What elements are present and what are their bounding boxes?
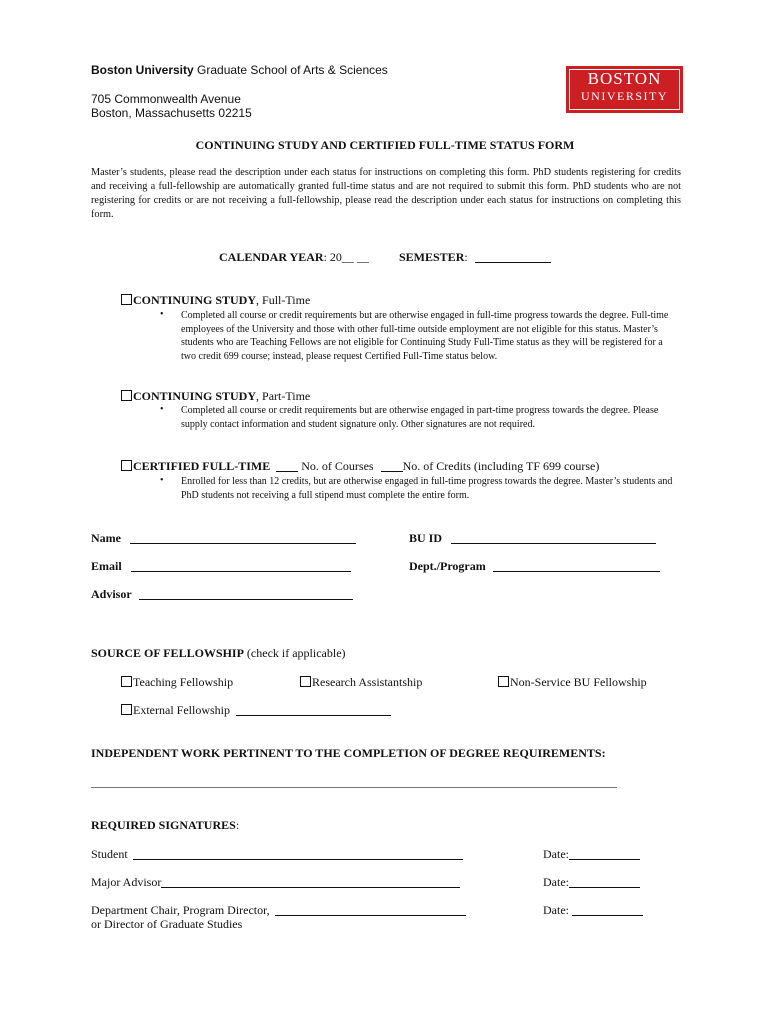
- semester-colon: :: [464, 250, 468, 264]
- fellowship-heading-label: SOURCE OF FELLOWSHIP: [91, 646, 244, 660]
- option-label: External Fellowship: [133, 703, 230, 717]
- status-continuing-full-time: [121, 293, 310, 308]
- chair-label-line-2: or Director of Graduate Studies: [91, 917, 243, 931]
- credits-label: No. of Credits (including TF 699 course): [402, 459, 600, 473]
- checkbox-continuing-part-time[interactable]: [121, 390, 132, 401]
- option-label: Non-Service BU Fellowship: [510, 675, 647, 689]
- dept-program-line: [493, 571, 660, 572]
- status-suffix: , Part-Time: [256, 389, 311, 403]
- fellowship-option-research[interactable]: [300, 675, 422, 690]
- status-suffix: , Full-Time: [256, 293, 311, 307]
- name-field[interactable]: [91, 531, 356, 546]
- boston-university-logo: [566, 66, 683, 113]
- checkbox-certified-full-time[interactable]: [121, 460, 132, 471]
- semester-field[interactable]: [399, 250, 551, 265]
- calendar-year-field[interactable]: [219, 250, 369, 265]
- status-title: CONTINUING STUDY: [133, 293, 257, 307]
- advisor-label: Advisor: [91, 587, 132, 601]
- major-advisor-signature-field[interactable]: [91, 875, 460, 890]
- email-line: [131, 571, 351, 572]
- status-title: CONTINUING STUDY: [133, 389, 257, 403]
- bullet-icon: •: [160, 309, 164, 320]
- status-description: Completed all course or credit requirements but are otherwise engaged in full-time progress towards the degree. Full-time employees of the University and those with other full-time outside employment are not eligible for this status. Master’s students who are Teaching Fellows are not eligible for Continuing Study Full-Time status as they will be registered for a two credit 699 course; instead, please request Certified Full-Time status below.: [181, 310, 669, 362]
- status-continuing-part-time: [121, 389, 310, 404]
- date-line: [569, 859, 640, 860]
- major-advisor-date-field[interactable]: [543, 875, 640, 890]
- name-line: [130, 543, 356, 544]
- external-fellowship-line: [236, 715, 391, 716]
- advisor-line: [139, 599, 353, 600]
- checkbox-teaching-fellowship[interactable]: [121, 676, 132, 687]
- signatures-heading-label: REQUIRED SIGNATURES: [91, 818, 236, 832]
- checkbox-research-assistantship[interactable]: [300, 676, 311, 687]
- checkbox-non-service-fellowship[interactable]: [498, 676, 509, 687]
- date-line: [572, 915, 643, 916]
- date-line: [569, 887, 640, 888]
- courses-line[interactable]: [276, 471, 298, 472]
- status-description: Enrolled for less than 12 credits, but are otherwise engaged in full-time progress towards the degree. Master’s students and PhD students not receiving a full stipend must complete the entire form.: [181, 476, 673, 501]
- student-label: Student: [91, 847, 128, 861]
- independent-work-line[interactable]: [91, 787, 617, 788]
- credits-line[interactable]: [381, 471, 403, 472]
- advisor-field[interactable]: [91, 587, 353, 602]
- semester-label: SEMESTER: [399, 250, 465, 264]
- fellowship-heading: [91, 646, 346, 661]
- calendar-year-value: : 20__ __: [323, 250, 369, 264]
- calendar-year-label: CALENDAR YEAR: [219, 250, 324, 264]
- fellowship-note: (check if applicable): [243, 646, 346, 660]
- address-line-2: Boston, Massachusetts 02215: [91, 106, 252, 120]
- chair-label-line-1: Department Chair, Program Director,: [91, 903, 270, 917]
- dept-program-field[interactable]: [409, 559, 660, 574]
- fellowship-option-non-service[interactable]: [498, 675, 647, 690]
- option-label: Research Assistantship: [312, 675, 423, 689]
- logo-line-2: UNIVERSITY: [581, 89, 668, 103]
- bu-id-line: [451, 543, 656, 544]
- major-advisor-signature-line: [161, 887, 460, 888]
- student-signature-field[interactable]: [91, 847, 463, 862]
- form-title: CONTINUING STUDY AND CERTIFIED FULL-TIME STATUS FORM: [195, 138, 575, 152]
- dept-program-label: Dept./Program: [409, 559, 486, 573]
- email-field[interactable]: [91, 559, 351, 574]
- student-date-field[interactable]: [543, 847, 640, 862]
- bullet-icon: •: [160, 475, 164, 486]
- bu-id-field[interactable]: [409, 531, 656, 546]
- bu-id-label: BU ID: [409, 531, 443, 545]
- independent-work-heading: INDEPENDENT WORK PERTINENT TO THE COMPLETION OF DEGREE REQUIREMENTS:: [91, 746, 606, 760]
- date-label: Date:: [543, 875, 569, 889]
- checkbox-external-fellowship[interactable]: [121, 704, 132, 715]
- status-title: CERTIFIED FULL-TIME: [133, 459, 271, 473]
- bullet-icon: •: [160, 404, 164, 415]
- courses-label: No. of Courses: [301, 459, 374, 473]
- name-label: Name: [91, 531, 121, 545]
- option-label: Teaching Fellowship: [133, 675, 234, 689]
- signatures-colon: :: [235, 818, 240, 832]
- status-description: Completed all course or credit requirements but are otherwise engaged in part-time progress towards the degree. Please supply contact information and student signature only. Other signatures are not required.: [181, 405, 659, 430]
- chair-signature-field[interactable]: [91, 903, 466, 918]
- school-name: Graduate School of Arts & Sciences: [193, 63, 388, 77]
- date-label: Date:: [543, 903, 569, 917]
- checkbox-continuing-full-time[interactable]: [121, 294, 132, 305]
- university-name: Boston University: [91, 63, 194, 77]
- logo-line-1: BOSTON: [587, 69, 662, 88]
- major-advisor-label: Major Advisor: [91, 875, 162, 889]
- fellowship-option-teaching[interactable]: [121, 675, 233, 690]
- date-label: Date:: [543, 847, 569, 861]
- signatures-heading: [91, 818, 239, 833]
- school-header: [91, 63, 388, 78]
- intro-paragraph: Master’s students, please read the description under each status for instructions on completing this form. PhD students registering for credits and receiving a full-fellowship are automatically granted full-time status and are not required to submit this form. PhD students who are not registering for credits or are not receiving a full-fellowship, please read the description under each status for instructions on completing this form.: [91, 167, 681, 220]
- chair-signature-line: [275, 915, 466, 916]
- email-label: Email: [91, 559, 122, 573]
- chair-date-field[interactable]: [543, 903, 643, 918]
- status-certified-full-time: [121, 459, 599, 474]
- semester-line: [475, 262, 551, 263]
- address-line-1: 705 Commonwealth Avenue: [91, 92, 241, 106]
- student-signature-line: [133, 859, 463, 860]
- fellowship-option-external[interactable]: [121, 703, 391, 718]
